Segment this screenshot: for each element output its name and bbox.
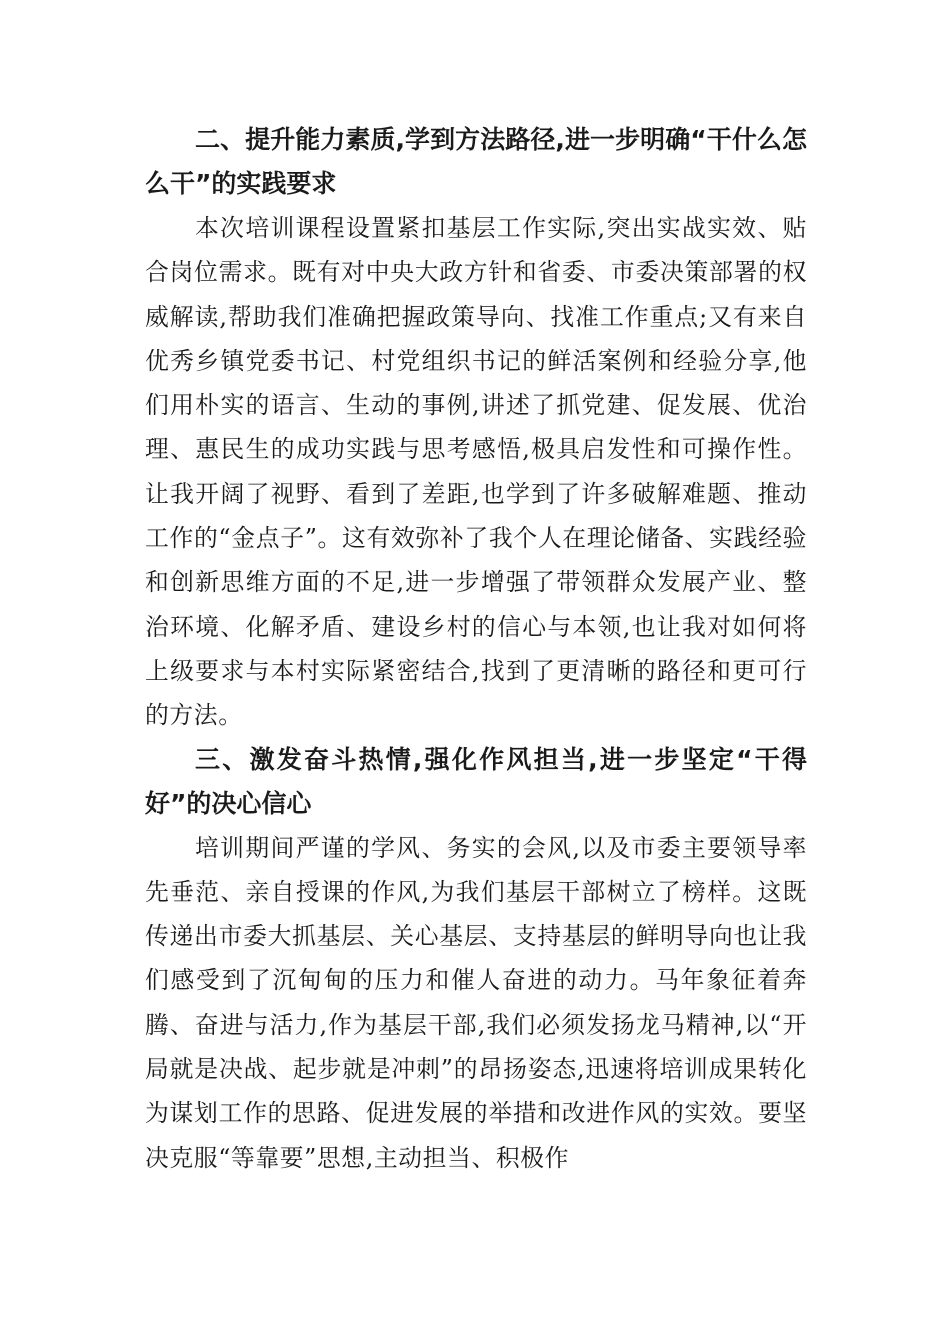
section-3-body: 培训期间严谨的学风、务实的会风,以及市委主要领导率先垂范、亲自授课的作风,为我们基层干部树立了榜样。这既传递出市委大抓基层、关心基层、支持基层的鲜明导向也让我们感受到了沉甸甸的压力和催人奋进的动力。马年象征着奔腾、奋进与活力,作为基层干部,我们必须发扬龙马精神,以“开局就是决战、起步就是冲刺”的昂扬姿态,迅速将培训成果转化为谋划工作的思路、促进发展的举措和改进作风的实效。要坚决克服“等靠要”思想,主动担当、积极作 [145,833,807,1172]
section-2-heading: 二、提升能力素质,学到方法路径,进一步明确“干什么怎么干”的实践要求 [145,125,807,198]
document-page [145,118,807,1180]
section-2-body: 本次培训课程设置紧扣基层工作实际,突出实战实效、贴合岗位需求。既有对中央大政方针和省委、市委决策部署的权威解读,帮助我们准确把握政策导向、找准工作重点;又有来自优秀乡镇党委书记、村党组织书记的鲜活案例和经验分享,他们用朴实的语言、生动的事例,讲述了抓党建、促发展、优治理、惠民生的成功实践与思考感悟,极具启发性和可操作性。让我开阔了视野、看到了差距,也学到了许多破解难题、推动工作的“金点子”。这有效弥补了我个人在理论储备、实践经验和创新思维方面的不足,进一步增强了带领群众发展产业、整治环境、化解矛盾、建设乡村的信心与本领,也让我对如何将上级要求与本村实际紧密结合,找到了更清晰的路径和更可行的方法。 [145,214,807,730]
section-3-heading: 三、激发奋斗热情,强化作风担当,进一步坚定“干得好”的决心信心 [145,744,807,818]
